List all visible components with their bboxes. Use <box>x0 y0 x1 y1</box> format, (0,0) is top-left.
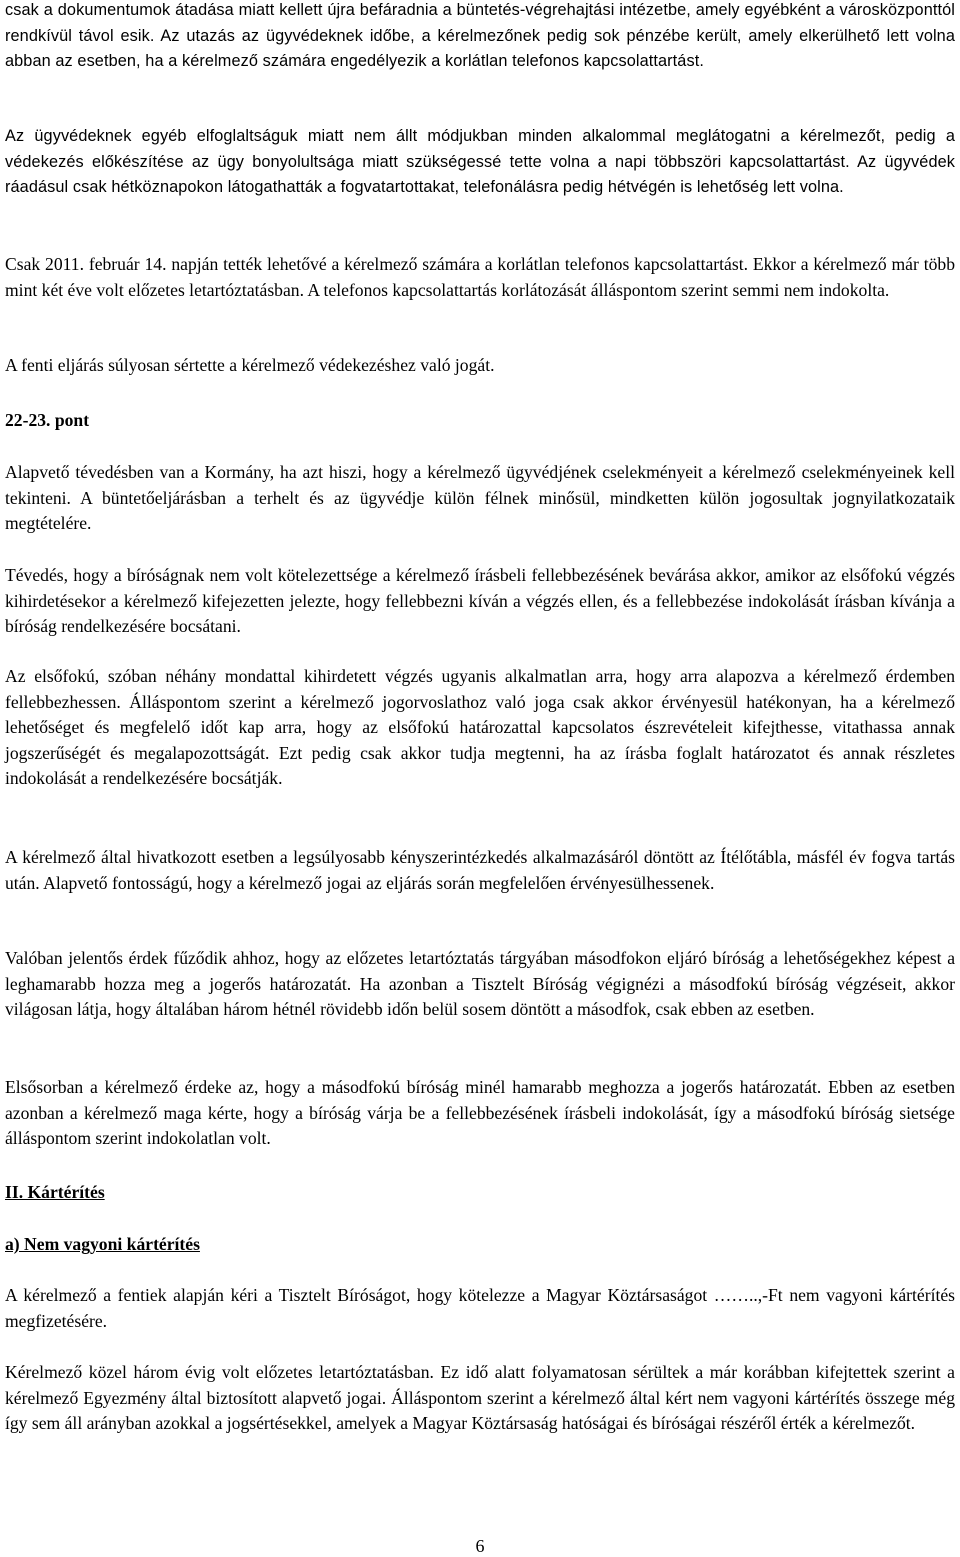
paragraph-10: Elsősorban a kérelmező érdeke az, hogy a másodfokú bíróság minél hamarabb meghozza a jogerős határozatát. Ebben az esetben azonban a kérelmező maga kérte, hogy a bíróság várja be a fellebbezésének írásbeli indokolását, így a másodfokú bíróság sietsége álláspontom szerint indokolatlan volt. <box>5 1077 955 1149</box>
paragraph-1: csak a dokumentumok átadása miatt kellett újra befáradnia a büntetés-végrehajtási intézetbe, amely egyébként a városközponttól rendkívül távol esik. Az utazás az ügyvédeknek időbe, a kérelmezőnek pedig sok pénzébe került, amely elkerülhető lett volna abban az esetben, ha a kérelmező számára engedélyezik a korlátlan telefonos kapcsolattartást. <box>5 1 955 71</box>
paragraph-6: Tévedés, hogy a bíróságnak nem volt kötelezettsége a kérelmező írásbeli fellebbezésének bevárása akkor, amikor az elsőfokú végzés kihirdetésekor a kérelmező kifejezetten jelezte, hogy fellebbezni kíván a végzés ellen, és a fellebbezése indokolását írásban kívánja a bíróság rendelkezésére bocsátani. <box>5 565 955 637</box>
heading-kartérítés: II. Kártérítés <box>5 1182 105 1202</box>
section-heading-22-23: 22-23. pont <box>5 410 90 430</box>
paragraph-2: Az ügyvédeknek egyéb elfoglaltságuk miatt nem állt módjukban minden alkalommal meglátogatni a kérelmezőt, pedig a védekezés előkészítése az ügy bonyolultsága miatt szükségessé tette volna a napi többszöri kapcsolattartást. Az ügyvédek ráadásul csak hétköznapokon látogathatták a fogvatartottakat, telefonálásra pedig hétvégén is lehetőség lett volna. <box>5 127 955 197</box>
paragraph-8: A kérelmező által hivatkozott esetben a legsúlyosabb kényszerintézkedés alkalmazásáról döntött az Ítélőtábla, másfél év fogva tartás után. Alapvető fontosságú, hogy a kérelmező jogai az eljárás során megfelelően érvényesülhessenek. <box>5 847 955 893</box>
page-number: 6 <box>475 1536 485 1556</box>
paragraph-9: Valóban jelentős érdek fűződik ahhoz, hogy az előzetes letartóztatás tárgyában másodfokon eljáró bíróság a lehetőségekhez képest a leghamarabb hozza meg a jogerős határozatát. Ha azonban a Tisztelt Bíróság végignézi a másodfokú bíróság végzéseit, akkor világosan látja, hogy általában három hétnél rövidebb időn belül sosem döntött a másodfok, csak ebben az esetben. <box>5 948 955 1020</box>
subheading-nem-vagyoni: a) Nem vagyoni kártérítés <box>5 1234 200 1254</box>
paragraph-12: Kérelmező közel három évig volt előzetes letartóztatásban. Ez idő alatt folyamatosan sérültek a már korábban kifejtettek szerint a kérelmező Egyezmény által biztosított alapvető jogai. Álláspontom szerint a kérelmező által kért nem vagyoni kártérítés összege még így sem áll arányban azokkal a jogsértésekkel, amelyek a Magyar Köztársaság hatóságai és bíróságai részéről érték a kérelmezőt. <box>5 1362 955 1434</box>
paragraph-5: Alapvető tévedésben van a Kormány, ha azt hiszi, hogy a kérelmező ügyvédjének cselekményeit a kérelmező cselekményeinek kell tekinteni. A büntetőeljárásban a terhelt és az ügyvédje külön félnek minősül, mindketten külön jogosultak jognyilatkozataik megtételére. <box>5 462 955 534</box>
paragraph-3: Csak 2011. február 14. napján tették lehetővé a kérelmező számára a korlátlan telefonos kapcsolattartást. Ekkor a kérelmező már több mint két éve volt előzetes letartóztatásban. A telefonos kapcsolattartás korlátozását álláspontom szerint semmi nem indokolta. <box>5 254 955 300</box>
paragraph-4: A fenti eljárás súlyosan sértette a kérelmező védekezéshez való jogát. <box>5 355 495 375</box>
paragraph-7: Az elsőfokú, szóban néhány mondattal kihirdetett végzés ugyanis alkalmatlan arra, hogy arra alapozva a kérelmező érdemben fellebbezhessen. Álláspontom szerint a kérelmező jogorvoslathoz való joga csak akkor érvényesül hatékonyan, ha a kérelmező lehetőséget és megfelelő időt kap arra, hogy az elsőfokú határozattal kapcsolatos észrevételeit kifejthesse, vitathassa annak jogszerűségét és megalapozottságát. Ezt pedig csak akkor tudja megtenni, ha az írásba foglalt határozatot és annak részletes indokolását a rendelkezésére bocsátják. <box>5 666 955 789</box>
paragraph-11: A kérelmező a fentiek alapján kéri a Tisztelt Bíróságot, hogy kötelezze a Magyar Köztársaságot ……..,-Ft nem vagyoni kártérítés megfizetésére. <box>5 1285 955 1331</box>
